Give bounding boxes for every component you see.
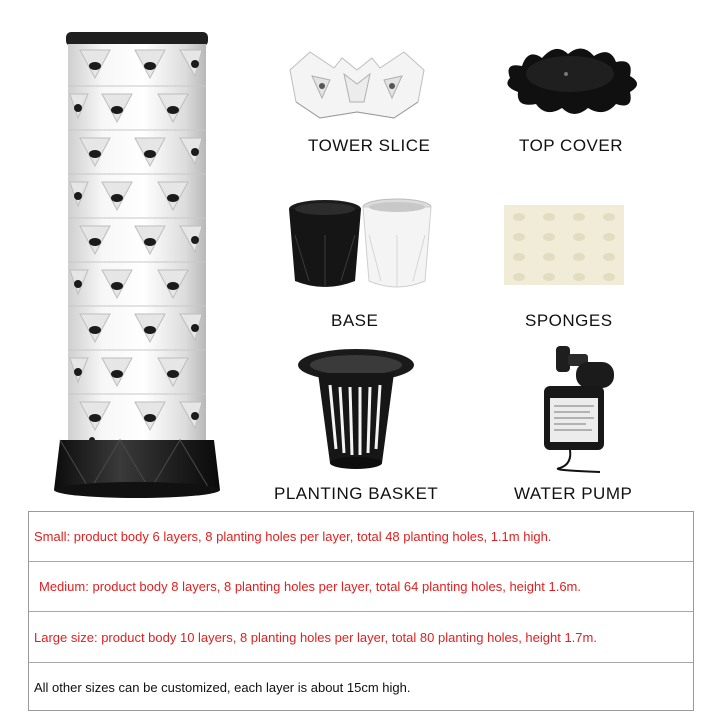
spec-medium-text: Medium: product body 8 layers, 8 planting holes per layer, total 64 planting holes, height 1.6m. [39,579,581,594]
base-label: BASE [331,311,379,330]
spec-small-text: Small: product body 6 layers, 8 planting holes per layer, total 48 planting holes, 1.1m high. [34,529,552,544]
spec-row-small [29,512,693,562]
spec-row-custom [29,663,693,711]
spec-table [28,511,694,711]
base-icon [285,195,435,295]
top-cover-label: TOP COVER [519,136,624,155]
spec-row-medium [29,562,693,612]
top-cover-icon [500,40,645,120]
planting-basket-icon [296,345,416,475]
sponges-label: SPONGES [525,311,613,330]
water-pump-icon [540,340,630,475]
tower-slice-icon [282,40,432,125]
sponges-icon [504,205,624,285]
spec-large-text: Large size: product body 10 layers, 8 planting holes per layer, total 80 planting holes, height 1.7m. [34,629,597,645]
hydroponic-tower-image [30,20,240,510]
spec-custom-text: All other sizes can be customized, each layer is about 15cm high. [34,679,411,695]
spec-row-large [29,612,693,663]
planting-basket-label: PLANTING BASKET [274,484,439,503]
water-pump-label: WATER PUMP [514,484,633,503]
tower-slice-label: TOWER SLICE [308,136,431,155]
